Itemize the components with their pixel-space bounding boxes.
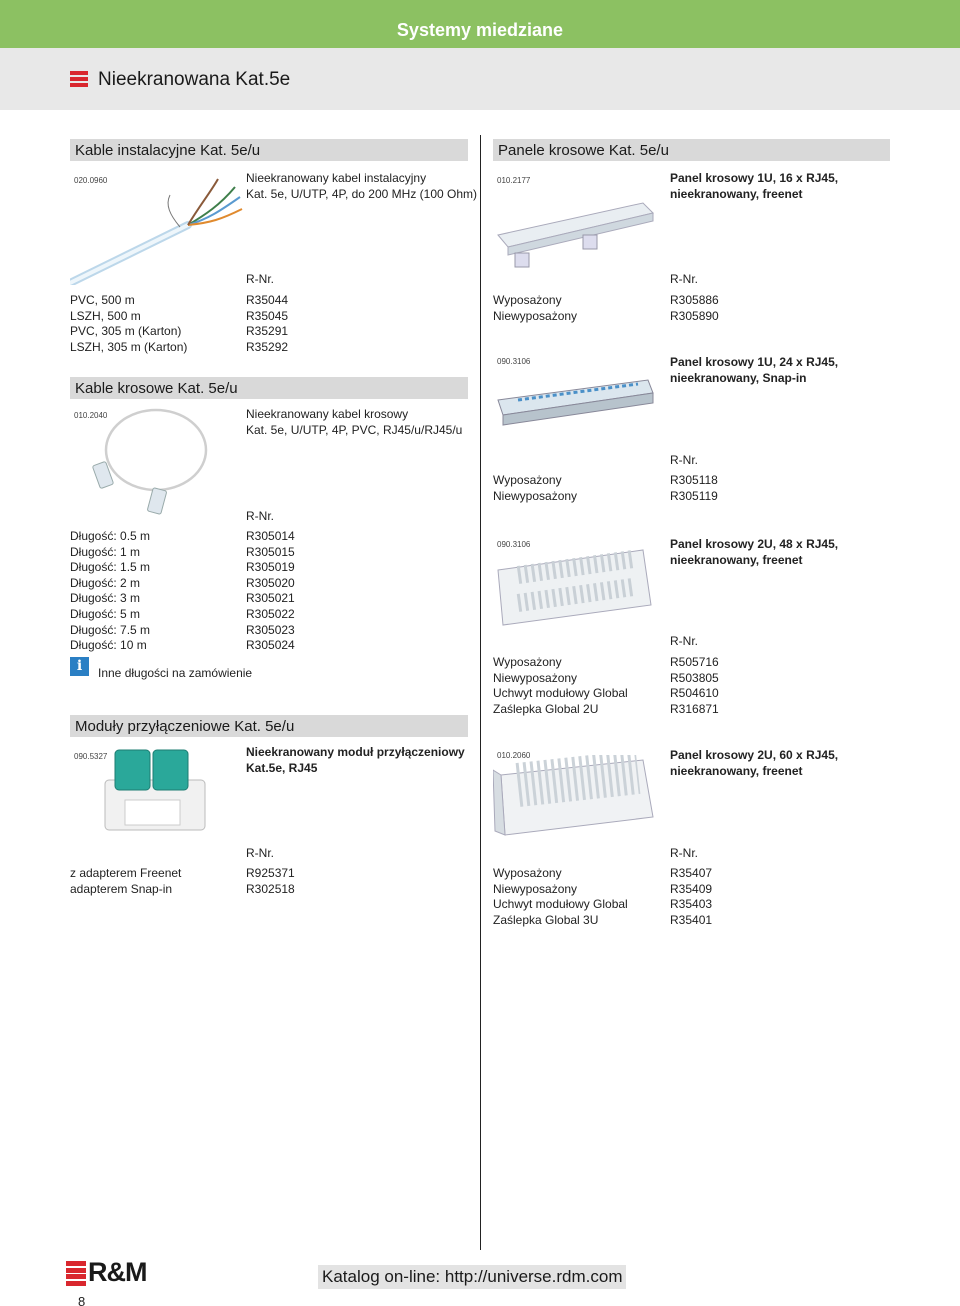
panel3-image xyxy=(493,545,663,630)
panel1-image xyxy=(493,195,663,270)
panel3-description: Panel krosowy 2U, 48 x RJ45, nieekranowany, freenet xyxy=(670,537,839,567)
page-number: 8 xyxy=(78,1294,86,1306)
cable-code: 020.0960 xyxy=(74,176,108,185)
patch-description: Nieekranowany kabel krosowy Kat. 5e, U/UTP, 4P, PVC, RJ45/u/RJ45/u xyxy=(246,407,463,437)
patch-code: 010.2040 xyxy=(74,411,108,420)
patch-numbers: R305014 R305015 R305019 R305020 R305021 R305022 R305023 R305024 xyxy=(246,529,295,653)
cable-numbers: R35044 R35045 R35291 R35292 xyxy=(246,293,289,354)
module-description: Nieekranowany moduł przyłączeniowy Kat.5e, RJ45 xyxy=(246,745,465,775)
patch-rnr-label: R-Nr. xyxy=(246,509,274,523)
panel2-rnr-label: R-Nr. xyxy=(670,453,698,467)
panel2-image xyxy=(493,375,663,435)
panel1-numbers: R305886 R305890 xyxy=(670,293,719,323)
panel2-code: 090.3106 xyxy=(497,357,531,366)
panel4-rnr-label: R-Nr. xyxy=(670,846,698,860)
panel4-names: Wyposażony Niewyposażony Uchwyt modułowy Global Zaślepka Global 3U xyxy=(493,866,628,927)
cable-names: PVC, 500 m LSZH, 500 m PVC, 305 m (Karton) LSZH, 305 m (Karton) xyxy=(70,293,188,354)
section-modules: Moduły przyłączeniowe Kat. 5e/u xyxy=(70,715,468,737)
panel4-numbers: R35407 R35409 R35403 R35401 xyxy=(670,866,713,927)
cable-description: Nieekranowany kabel instalacyjny Kat. 5e, U/UTP, 4P, do 200 MHz (100 Ohm) xyxy=(246,171,477,201)
cable-rnr-label: R-Nr. xyxy=(246,272,274,286)
panel1-description: Panel krosowy 1U, 16 x RJ45, nieekranowany, freenet xyxy=(670,171,839,201)
module-names: z adapterem Freenet adapterem Snap-in xyxy=(70,866,182,896)
section-patch-cables: Kable krosowe Kat. 5e/u xyxy=(70,377,468,399)
panel3-code: 090.3106 xyxy=(497,540,531,549)
panel3-rnr-label: R-Nr. xyxy=(670,634,698,648)
panel1-rnr-label: R-Nr. xyxy=(670,272,698,286)
column-divider xyxy=(480,135,481,1250)
red-bars-icon xyxy=(70,71,88,91)
logo-bars-icon xyxy=(66,1261,86,1285)
top-banner xyxy=(0,0,960,48)
panel3-numbers: R505716 R503805 R504610 R316871 xyxy=(670,655,719,716)
patch-cable-image xyxy=(88,405,218,515)
info-icon: i xyxy=(70,657,89,676)
cable-image xyxy=(70,175,250,285)
section-install-cables: Kable instalacyjne Kat. 5e/u xyxy=(70,139,468,161)
panel2-description: Panel krosowy 1U, 24 x RJ45, nieekranowany, Snap-in xyxy=(670,355,839,385)
module-code: 090.5327 xyxy=(74,752,108,761)
section-patch-panels: Panele krosowe Kat. 5e/u xyxy=(493,139,890,161)
module-numbers: R925371 R302518 xyxy=(246,866,295,896)
logo-text: R&M xyxy=(88,1257,147,1287)
banner-title: Systemy miedziane xyxy=(396,20,563,40)
panel1-names: Wyposażony Niewyposażony xyxy=(493,293,578,323)
module-rnr-label: R-Nr. xyxy=(246,846,274,860)
panel3-names: Wyposażony Niewyposażony Uchwyt modułowy Global Zaślepka Global 2U xyxy=(493,655,628,716)
panel2-numbers: R305118 R305119 xyxy=(670,473,718,503)
patch-names: Długość: 0.5 m Długość: 1 m Długość: 1.5 m Długość: 2 m Długość: 3 m Długość: 5 m Długość: 7.5 m Długość: 10 m xyxy=(70,529,151,653)
panel1-code: 010.2177 xyxy=(497,176,531,185)
info-note: Inne długości na zamówienie xyxy=(98,666,253,680)
page-title: Nieekranowana Kat.5e xyxy=(98,69,291,90)
panel4-description: Panel krosowy 2U, 60 x RJ45, nieekranowany, freenet xyxy=(670,748,839,778)
module-image xyxy=(95,745,215,840)
panel4-code: 010.2060 xyxy=(497,751,531,760)
catalog-link[interactable]: Katalog on-line: http://universe.rdm.com xyxy=(318,1265,626,1289)
panel4-image xyxy=(493,755,663,840)
panel2-names: Wyposażony Niewyposażony xyxy=(493,473,578,503)
